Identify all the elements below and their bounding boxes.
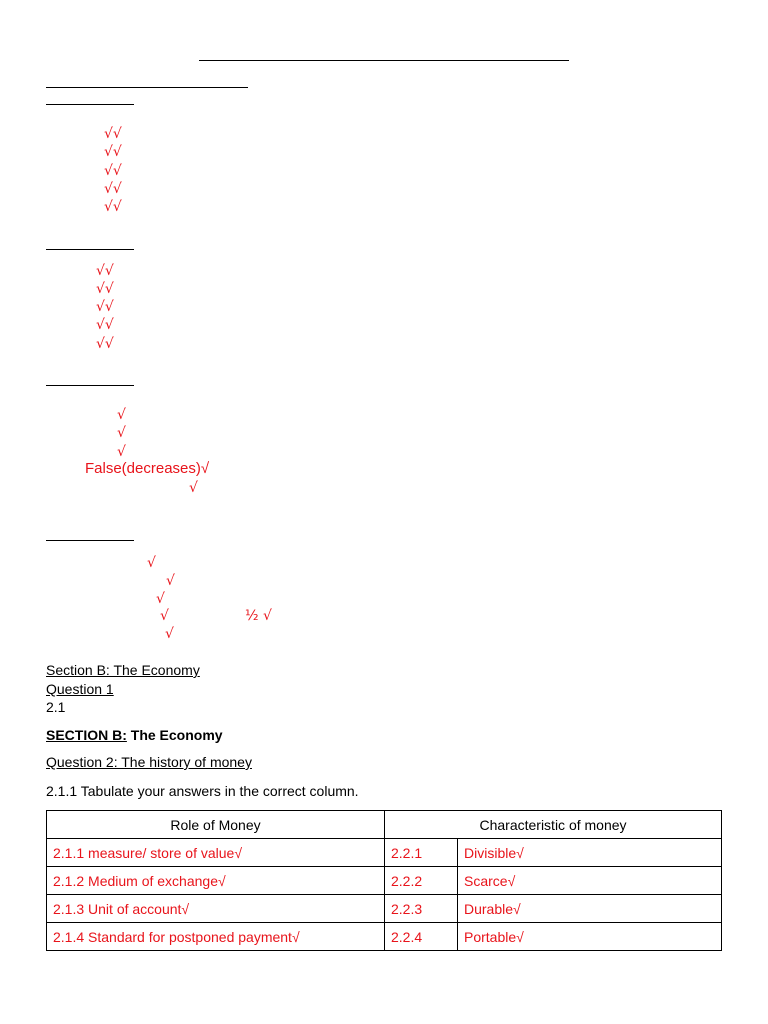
role-cell: 2.1.3 Unit of account√ xyxy=(47,895,385,923)
characteristic-cell: Scarce√ xyxy=(458,867,722,895)
tick-mark: √ xyxy=(165,626,174,642)
number-cell: 2.2.1 xyxy=(385,839,458,867)
question-2-1-number: 2.1 xyxy=(46,699,66,715)
tick-mark: √ xyxy=(117,444,126,460)
characteristic-cell: Divisible√ xyxy=(458,839,722,867)
number-cell: 2.2.3 xyxy=(385,895,458,923)
tick-mark: √√ xyxy=(96,263,114,279)
section-heading-title: The Economy xyxy=(126,727,223,743)
heading-underline-3 xyxy=(46,385,134,386)
role-cell: 2.1.4 Standard for postponed payment√ xyxy=(47,923,385,951)
tick-mark: √ xyxy=(117,425,126,441)
tick-mark: √√ xyxy=(96,299,114,315)
tick-mark: √√ xyxy=(104,163,122,179)
tick-mark: √√ xyxy=(104,199,122,215)
table-row xyxy=(47,895,722,923)
header-characteristic: Characteristic of money xyxy=(385,811,722,839)
number-cell: 2.2.2 xyxy=(385,867,458,895)
tick-mark: √√ xyxy=(96,336,114,352)
number-cell: 2.2.4 xyxy=(385,923,458,951)
tick-mark: √√ xyxy=(104,144,122,160)
table-row xyxy=(47,839,722,867)
tick-mark: √ xyxy=(117,407,126,423)
half-mark: ½ √ xyxy=(245,608,272,624)
table-header-row xyxy=(47,811,722,839)
tick-mark: √√ xyxy=(104,181,122,197)
heading-underline-2 xyxy=(46,249,134,250)
subtitle-underline xyxy=(46,87,248,88)
tick-mark: √ xyxy=(147,555,156,571)
section-heading xyxy=(46,726,223,744)
question-2-heading: Question 2: The history of money xyxy=(46,754,252,770)
tick-mark: √√ xyxy=(104,126,122,142)
tick-mark: √ xyxy=(189,480,198,496)
role-cell: 2.1.1 measure/ store of value√ xyxy=(47,839,385,867)
tick-mark: √ xyxy=(166,573,175,589)
characteristic-cell: Portable√ xyxy=(458,923,722,951)
table-row xyxy=(47,923,722,951)
tick-mark: √ xyxy=(160,608,169,624)
heading-underline-1 xyxy=(46,104,134,105)
header-role-of-money: Role of Money xyxy=(47,811,385,839)
section-b-line: Section B: The Economy xyxy=(46,662,200,678)
table-row xyxy=(47,867,722,895)
title-underline xyxy=(199,60,569,61)
section-heading-label: SECTION B: xyxy=(46,727,127,743)
characteristic-cell: Durable√ xyxy=(458,895,722,923)
question-1-line: Question 1 xyxy=(46,681,114,697)
heading-underline-4 xyxy=(46,540,134,541)
money-table xyxy=(46,810,722,951)
tick-mark: √√ xyxy=(96,281,114,297)
tick-mark: √√ xyxy=(96,317,114,333)
instruction-text: 2.1.1 Tabulate your answers in the correct column. xyxy=(46,783,359,799)
tick-mark: √ xyxy=(156,591,165,607)
role-cell: 2.1.2 Medium of exchange√ xyxy=(47,867,385,895)
false-decreases-answer: False(decreases)√ xyxy=(85,460,210,477)
